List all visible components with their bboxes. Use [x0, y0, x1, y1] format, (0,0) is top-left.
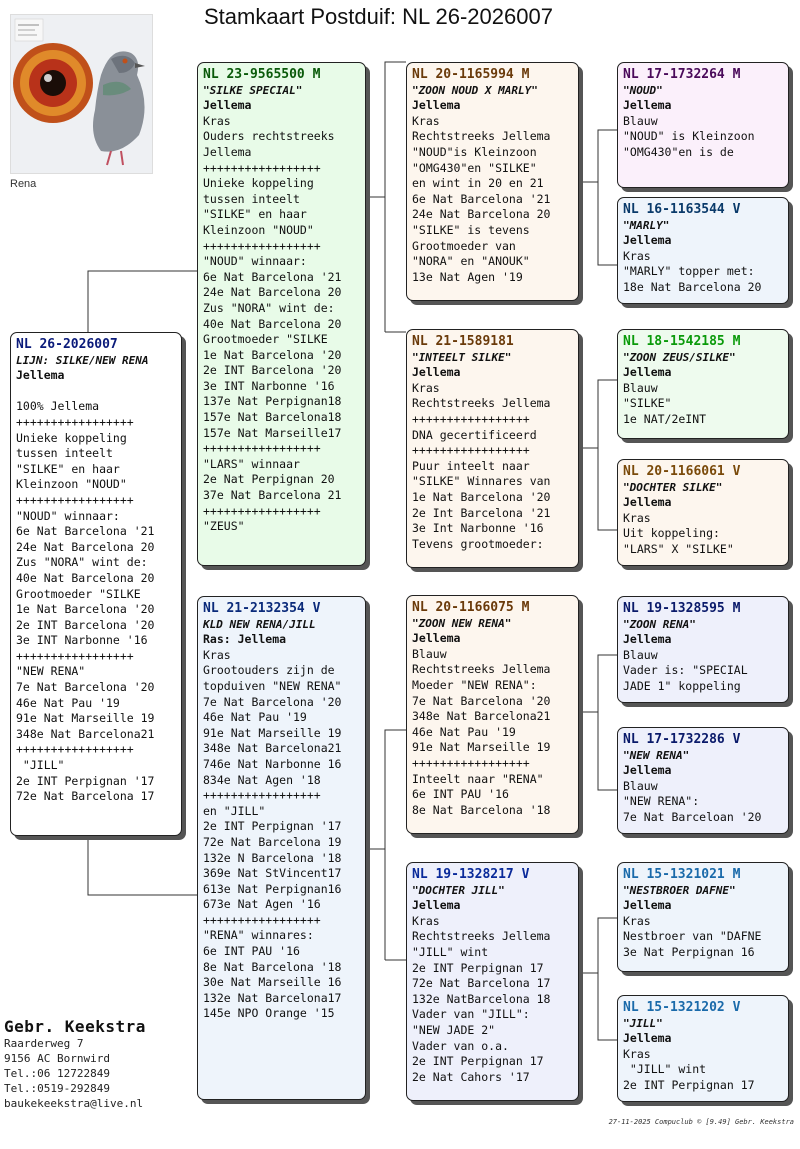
card-text-line: "SILKE" is tevens — [412, 222, 530, 237]
ring-number: NL 18-1542185 M — [623, 334, 741, 349]
card-text-line: "LARS" X "SILKE" — [623, 541, 734, 556]
pigeon-card — [197, 62, 366, 566]
ring-number: NL 16-1163544 V — [623, 202, 741, 217]
card-text-line: "OMG430"en "SILKE" — [412, 160, 537, 175]
ring-number: NL 15-1321202 V — [623, 1000, 741, 1015]
ring-number: NL 26-2026007 — [16, 337, 118, 352]
breeder-name: Jellema — [623, 632, 672, 647]
card-text-line: 18e Nat Barcelona 20 — [623, 279, 762, 294]
card-text-line: 2e Nat Perpignan 20 — [203, 472, 335, 487]
card-text-line: 7e Nat Barceloan '20 — [623, 809, 762, 824]
card-text-line: Kleinzoon "NOUD" — [203, 222, 314, 237]
card-text-line: Kras — [203, 647, 231, 662]
card-text-line: 673e Nat Agen '16 — [203, 897, 321, 912]
card-text-line: 7e Nat Barcelona '20 — [16, 680, 155, 695]
card-text-line: Blauw — [623, 380, 658, 395]
card-text-line: Kras — [412, 913, 440, 928]
card-text-line: 3e INT Narbonne '16 — [203, 378, 335, 393]
card-text-line: 72e Nat Barcelona 17 — [16, 789, 155, 804]
ring-number: NL 21-2132354 V — [203, 601, 321, 616]
card-text-line: 1e NAT/2eINT — [623, 411, 707, 426]
breeder-name: Jellema — [623, 233, 672, 248]
card-text-line: +++++++++++++++++ — [16, 414, 134, 429]
card-text-line: "JILL" — [16, 758, 65, 773]
card-text-line: +++++++++++++++++ — [203, 503, 321, 518]
ring-number: NL 20-1166061 V — [623, 464, 741, 479]
card-text-line: 100% Jellema — [16, 399, 100, 414]
card-text-line: 24e Nat Barcelona 20 — [412, 207, 551, 222]
pigeon-name: "NOUD" — [623, 83, 663, 97]
card-text-line: 2e Int Barcelona '21 — [412, 505, 551, 520]
owner-block — [4, 1017, 146, 1111]
card-text-line: 7e Nat Barcelona '20 — [412, 693, 551, 708]
card-text-line: 30e Nat Marseille 16 — [203, 975, 342, 990]
card-text-line: 72e Nat Barcelona 19 — [203, 834, 342, 849]
card-text-line: 2e INT Perpignan '17 — [203, 819, 342, 834]
pigeon-name: "JILL" — [623, 1016, 663, 1030]
card-text-line: 369e Nat StVincent17 — [203, 866, 342, 881]
breeder-name: Ras: Jellema — [203, 632, 287, 647]
card-text-line: "NEW RENA" — [16, 664, 86, 679]
card-text-line: Blauw — [623, 647, 658, 662]
card-text-line: 613e Nat Perpignan16 — [203, 881, 342, 896]
pigeon-card — [617, 329, 789, 439]
breeder-name: Jellema — [623, 495, 672, 510]
card-text-line: 6e Nat Barcelona '21 — [412, 191, 551, 206]
photo-caption: Rena — [10, 178, 37, 190]
card-text-line: tussen inteelt — [16, 446, 113, 461]
pigeon-card — [617, 459, 789, 566]
pigeon-card — [406, 862, 579, 1101]
breeder-name: Jellema — [623, 98, 672, 113]
pigeon-name: LIJN: SILKE/NEW RENA — [16, 353, 149, 367]
card-text-line: "NEW JADE 2" — [412, 1022, 496, 1037]
pigeon-card — [406, 595, 579, 834]
card-text-line: "NORA" en "ANOUK" — [412, 254, 530, 269]
card-text-line: Jellema — [203, 144, 252, 159]
pigeon-name: "MARLY" — [623, 218, 670, 232]
card-text-line: tussen inteelt — [203, 191, 300, 206]
card-text-line: +++++++++++++++++ — [412, 411, 530, 426]
ring-number: NL 20-1165994 M — [412, 67, 530, 82]
card-text-line: +++++++++++++++++ — [412, 755, 530, 770]
card-text-line: 91e Nat Marseille 19 — [412, 740, 551, 755]
card-text-line: 8e Nat Barcelona '18 — [412, 802, 551, 817]
card-text-line: Vader van "JILL": — [412, 1007, 530, 1022]
card-text-line: Rechtstreeks Jellema — [412, 929, 551, 944]
card-text-line: Grootmoeder "SILKE — [203, 332, 328, 347]
pigeon-card — [406, 329, 579, 568]
pigeon-card — [406, 62, 579, 301]
card-text-line: 348e Nat Barcelona21 — [16, 726, 155, 741]
card-text-line: Nestbroer van "DAFNE — [623, 929, 762, 944]
card-text-line: Rechtstreeks Jellema — [412, 662, 551, 677]
ring-number: NL 19-1328595 M — [623, 601, 741, 616]
card-text-line: "LARS" winnaar — [203, 456, 300, 471]
card-text-line: Kleinzoon "NOUD" — [16, 477, 127, 492]
pigeon-name: "SILKE SPECIAL" — [203, 83, 303, 97]
pigeon-name: "NEW RENA" — [623, 748, 690, 762]
card-text-line: Uit koppeling: — [623, 526, 720, 541]
pigeon-card — [617, 62, 789, 188]
card-text-line: "NEW RENA": — [623, 794, 700, 809]
breeder-name: Jellema — [623, 763, 672, 778]
card-text-line: +++++++++++++++++ — [16, 742, 134, 757]
ring-number: NL 17-1732264 M — [623, 67, 741, 82]
card-text-line: "RENA" winnares: — [203, 928, 314, 943]
breeder-name: Jellema — [623, 365, 672, 380]
card-text-line: +++++++++++++++++ — [203, 238, 321, 253]
card-text-line: "MARLY" topper met: — [623, 264, 755, 279]
card-text-line: "NOUD" winnaar: — [16, 508, 120, 523]
breeder-name: Jellema — [623, 898, 672, 913]
card-text-line: 3e Int Narbonne '16 — [412, 521, 544, 536]
card-text-line: "NOUD" winnaar: — [203, 254, 307, 269]
card-text-line: 6e INT PAU '16 — [412, 787, 509, 802]
card-text-line: Grootmoeder van — [412, 238, 516, 253]
card-text-line: "SILKE" en haar — [16, 461, 120, 476]
card-text-line: 46e Nat Pau '19 — [412, 724, 516, 739]
card-text-line: Rechtstreeks Jellema — [412, 129, 551, 144]
card-text-line: "OMG430"en is de — [623, 144, 734, 159]
card-text-line: Kras — [203, 113, 231, 128]
breeder-name: Jellema — [203, 98, 252, 113]
card-text-line: 348e Nat Barcelona21 — [412, 709, 551, 724]
card-text-line: Kras — [623, 510, 651, 525]
pigeon-card — [197, 596, 366, 1100]
breeder-name: Jellema — [412, 365, 461, 380]
card-text-line: Unieke koppeling — [203, 176, 314, 191]
card-text-line: 157e Nat Barcelona18 — [203, 410, 342, 425]
pigeon-name: "NESTBROER DAFNE" — [623, 883, 736, 897]
breeder-name: Jellema — [412, 898, 461, 913]
card-text-line: 2e INT Barcelona '20 — [16, 617, 155, 632]
card-text-line: 132e NatBarcelona 18 — [412, 991, 551, 1006]
card-text-line: +++++++++++++++++ — [16, 648, 134, 663]
card-text-line: "ZEUS" — [203, 519, 245, 534]
card-text-line: DNA gecertificeerd — [412, 427, 537, 442]
card-text-line: "JILL" wint — [623, 1062, 707, 1077]
card-text-line: 6e Nat Barcelona '21 — [203, 269, 342, 284]
breeder-name: Jellema — [412, 631, 461, 646]
card-text-line: Blauw — [412, 646, 447, 661]
card-text-line: Blauw — [623, 113, 658, 128]
card-text-line: Kras — [623, 248, 651, 263]
card-text-line: 24e Nat Barcelona 20 — [16, 539, 155, 554]
owner-address-line: 9156 AC Bornwird — [4, 1052, 110, 1065]
card-text-line: +++++++++++++++++ — [16, 492, 134, 507]
card-text-line: 145e NPO Orange '15 — [203, 1006, 335, 1021]
card-text-line: en "JILL" — [203, 803, 266, 818]
pigeon-name: "DOCHTER SILKE" — [623, 480, 723, 494]
card-text-line — [16, 384, 176, 400]
footer-credit: 27-11-2025 Compuclub © [9.49] Gebr. Keekstra — [608, 1118, 794, 1126]
card-text-line: 8e Nat Barcelona '18 — [203, 959, 342, 974]
pigeon-name: "ZOON RENA" — [623, 617, 696, 631]
card-text-line: 2e INT Perpignan 17 — [412, 960, 544, 975]
ring-number: NL 20-1166075 M — [412, 600, 530, 615]
owner-phone-line: Tel.:06 12722849 — [4, 1067, 110, 1080]
card-text-line: +++++++++++++++++ — [412, 443, 530, 458]
card-text-line: 2e Nat Cahors '17 — [412, 1069, 530, 1084]
card-text-line: Grootouders zijn de — [203, 663, 335, 678]
card-text-line: Inteelt naar "RENA" — [412, 771, 544, 786]
card-text-line: Tevens grootmoeder: — [412, 536, 544, 551]
card-text-line: +++++++++++++++++ — [203, 441, 321, 456]
card-text-line: 7e Nat Barcelona '20 — [203, 694, 342, 709]
owner-address-line: Raarderweg 7 — [4, 1037, 84, 1050]
card-text-line: 37e Nat Barcelona 21 — [203, 488, 342, 503]
pigeon-card — [617, 197, 789, 304]
page-title: Stamkaart Postduif: NL 26-2026007 — [204, 4, 553, 29]
ring-number: NL 23-9565500 M — [203, 67, 321, 82]
card-text-line: 746e Nat Narbonne 16 — [203, 756, 342, 771]
card-text-line: 157e Nat Marseille17 — [203, 425, 342, 440]
card-text-line: 40e Nat Barcelona 20 — [203, 316, 342, 331]
pigeon-name: "ZOON NOUD X MARLY" — [412, 83, 538, 97]
card-text-line: 137e Nat Perpignan18 — [203, 394, 342, 409]
card-text-line: 3e INT Narbonne '16 — [16, 633, 148, 648]
pigeon-card — [10, 332, 182, 836]
ring-number: NL 17-1732286 V — [623, 732, 741, 747]
card-text-line: Kras — [412, 113, 440, 128]
card-text-line: "NOUD"is Kleinzoon — [412, 144, 537, 159]
card-text-line: 46e Nat Pau '19 — [16, 695, 120, 710]
breeder-name: Jellema — [623, 1031, 672, 1046]
card-text-line: 6e INT PAU '16 — [203, 944, 300, 959]
card-text-line: 13e Nat Agen '19 — [412, 269, 523, 284]
card-text-line: Vader van o.a. — [412, 1038, 509, 1053]
card-text-line: JADE 1" koppeling — [623, 678, 741, 693]
card-text-line: 834e Nat Agen '18 — [203, 772, 321, 787]
pigeon-name: KLD NEW RENA/JILL — [203, 617, 316, 631]
card-text-line: "NOUD" is Kleinzoon — [623, 129, 755, 144]
card-text-line: "JILL" wint — [412, 944, 489, 959]
card-text-line: Vader is: "SPECIAL — [623, 663, 748, 678]
pigeon-card — [617, 995, 789, 1102]
card-text-line: "SILKE" en haar — [203, 207, 307, 222]
card-text-line: +++++++++++++++++ — [203, 160, 321, 175]
card-text-line: en wint in 20 en 21 — [412, 176, 544, 191]
card-text-line: Moeder "NEW RENA": — [412, 677, 537, 692]
card-text-line: Grootmoeder "SILKE — [16, 586, 141, 601]
ring-number: NL 21-1589181 — [412, 334, 514, 349]
card-text-line: Unieke koppeling — [16, 430, 127, 445]
card-text-line: 91e Nat Marseille 19 — [203, 725, 342, 740]
ring-number: NL 15-1321021 M — [623, 867, 741, 882]
card-text-line: Kras — [623, 913, 651, 928]
card-text-line: +++++++++++++++++ — [203, 788, 321, 803]
card-text-line: 2e INT Perpignan 17 — [412, 1054, 544, 1069]
card-text-line: 3e Nat Perpignan 16 — [623, 944, 755, 959]
pigeon-name: "INTEELT SILKE" — [412, 350, 512, 364]
pigeon-card — [617, 596, 789, 703]
card-text-line: Kras — [412, 380, 440, 395]
card-text-line: "SILKE" Winnares van — [412, 474, 551, 489]
pigeon-name: "ZOON NEW RENA" — [412, 616, 512, 630]
ring-number: NL 19-1328217 V — [412, 867, 530, 882]
card-text-line: 2e INT Perpignan 17 — [623, 1077, 755, 1092]
owner-name: Gebr. Keekstra — [4, 1017, 146, 1036]
card-text-line: "SILKE" — [623, 396, 672, 411]
pigeon-name: "ZOON ZEUS/SILKE" — [623, 350, 736, 364]
owner-phone-line: Tel.:0519-292849 — [4, 1082, 110, 1095]
card-text-line: +++++++++++++++++ — [203, 912, 321, 927]
card-text-line: Zus "NORA" wint de: — [203, 300, 335, 315]
card-text-line: 91e Nat Marseille 19 — [16, 711, 155, 726]
card-text-line: 348e Nat Barcelona21 — [203, 741, 342, 756]
card-text-line: 6e Nat Barcelona '21 — [16, 524, 155, 539]
card-text-line: Puur inteelt naar — [412, 458, 530, 473]
card-text-line: 2e INT Perpignan '17 — [16, 773, 155, 788]
card-text-line: 1e Nat Barcelona '20 — [16, 602, 155, 617]
card-text-line: 72e Nat Barcelona 17 — [412, 976, 551, 991]
card-text-line: 24e Nat Barcelona 20 — [203, 285, 342, 300]
card-text-line: 40e Nat Barcelona 20 — [16, 570, 155, 585]
card-text-line: 1e Nat Barcelona '20 — [203, 347, 342, 362]
pigeon-card — [617, 727, 789, 834]
pigeon-card — [617, 862, 789, 972]
breeder-name: Jellema — [412, 98, 461, 113]
owner-email-line: baukekeekstra@live.nl — [4, 1097, 144, 1110]
card-text-line: Zus "NORA" wint de: — [16, 555, 148, 570]
card-text-line: Blauw — [623, 778, 658, 793]
card-text-line: 46e Nat Pau '19 — [203, 710, 307, 725]
pigeon-name: "DOCHTER JILL" — [412, 883, 505, 897]
breeder-name: Jellema — [16, 368, 65, 383]
card-text-line: Kras — [623, 1046, 651, 1061]
card-text-line: 2e INT Barcelona '20 — [203, 363, 342, 378]
card-text-line: Rechtstreeks Jellema — [412, 396, 551, 411]
card-text-line: 1e Nat Barcelona '20 — [412, 489, 551, 504]
card-text-line: 132e Nat Barcelona17 — [203, 990, 342, 1005]
card-text-line: Ouders rechtstreeks — [203, 129, 335, 144]
card-text-line: topduiven "NEW RENA" — [203, 678, 342, 693]
card-text-line: 132e N Barcelona '18 — [203, 850, 342, 865]
